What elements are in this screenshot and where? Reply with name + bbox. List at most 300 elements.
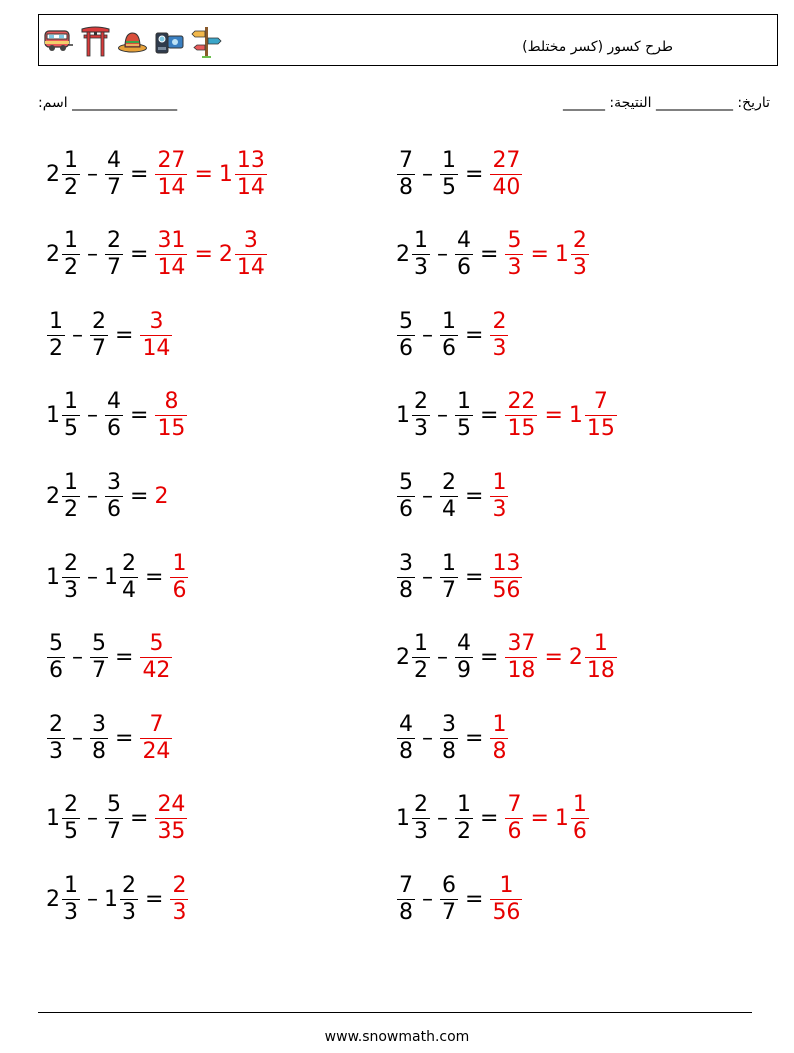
fraction-stack [62,148,80,201]
fraction-stack [440,470,458,523]
numerator: 5 [107,792,121,818]
denominator: 2 [49,335,63,361]
fraction-stack [105,470,123,523]
fraction-stack [490,470,508,523]
fraction-stack [62,389,80,442]
fraction-stack [47,712,65,765]
whole-part: 1 [46,403,60,429]
minus-sign: – [87,403,98,429]
numerator: 1 [492,469,507,495]
mixed-number [219,148,268,201]
numerator: 13 [236,147,265,173]
mixed-number [555,228,590,281]
numerator: 7 [149,711,164,737]
fraction-stack [105,228,123,281]
fraction-stack [505,389,537,442]
fraction-stack [120,551,138,604]
signpost-icon [191,21,222,59]
numerator: 1 [64,469,78,495]
minus-sign: – [422,564,433,590]
mixed-number [396,631,431,684]
denominator: 5 [457,416,471,442]
problem-12 [396,547,523,607]
fraction-stack [90,309,108,362]
fraction [439,148,459,201]
denominator: 3 [172,899,187,925]
fraction-stack [47,631,65,684]
mixed-number [46,551,81,604]
denominator: 40 [492,174,521,200]
numerator: 2 [414,792,428,818]
fraction-stack [505,631,537,684]
denominator: 14 [236,255,265,281]
whole-part: 1 [568,403,583,429]
minus-sign: – [437,645,448,671]
numerator: 4 [457,228,471,254]
fraction-stack [62,551,80,604]
denominator: 14 [142,335,171,361]
denominator: 6 [49,658,63,684]
denominator: 3 [572,255,587,281]
fraction [104,389,124,442]
numerator: 3 [243,228,258,254]
fraction-stack [170,551,188,604]
denominator: 35 [157,819,186,845]
worksheet-title: طرح کسور (کسر مختلط) [522,39,673,55]
fraction-stack [170,873,188,926]
fraction [439,551,459,604]
equals-sign: = [130,806,149,832]
numerator: 1 [49,308,63,334]
fraction-stack [140,631,172,684]
fraction-stack [397,551,415,604]
denominator: 3 [492,335,507,361]
denominator: 14 [236,174,265,200]
minus-sign: – [437,403,448,429]
whole-part: 2 [46,886,60,912]
denominator: 14 [157,255,186,281]
numerator: 2 [107,228,121,254]
whole-part: 1 [396,806,410,832]
fraction-stack [490,309,508,362]
denominator: 8 [442,738,456,764]
fraction [46,631,66,684]
numerator: 2 [414,389,428,415]
numerator: 13 [492,550,521,576]
denominator: 8 [492,738,507,764]
denominator: 15 [507,416,536,442]
numerator: 1 [64,147,78,173]
fraction [489,309,509,362]
numerator: 3 [442,711,456,737]
whole-part: 2 [46,483,60,509]
denominator: 6 [442,335,456,361]
fraction-stack [585,631,617,684]
numerator: 7 [399,147,413,173]
fraction-stack [235,228,267,281]
denominator: 3 [414,255,428,281]
fraction [504,389,538,442]
whole-part: 1 [554,806,569,832]
minus-sign: – [422,725,433,751]
numerator: 8 [164,389,179,415]
fraction-stack [62,873,80,926]
problem-20 [396,869,523,929]
denominator: 3 [49,738,63,764]
numerator: 1 [442,147,456,173]
fraction-stack [412,228,430,281]
equals-sign: = [130,242,149,268]
denominator: 56 [492,577,521,603]
fraction-stack [397,873,415,926]
whole-part: 2 [218,242,233,268]
fraction-stack [105,389,123,442]
denominator: 5 [64,416,78,442]
equals-sign: = [465,483,484,509]
numerator: 6 [442,872,456,898]
equals-sign: = [480,403,499,429]
numerator: 1 [64,872,78,898]
minus-sign: – [72,725,83,751]
fraction [46,309,66,362]
problem-3 [46,225,268,285]
torii-gate-icon [80,21,111,59]
equals-sign: = [115,645,134,671]
equals-sign: = [465,725,484,751]
denominator: 6 [172,577,187,603]
equals-sign: = [130,161,149,187]
numerator: 31 [157,228,186,254]
equals-sign: = [530,806,549,832]
minus-sign: – [87,242,98,268]
numerator: 3 [149,308,164,334]
equals-sign: = [465,564,484,590]
header-icons [43,21,222,59]
fraction [396,551,416,604]
fraction-stack [571,792,589,845]
fraction-stack [90,631,108,684]
fraction-stack [490,712,508,765]
numerator: 7 [593,389,608,415]
numerator: 2 [572,228,587,254]
whole-part: 1 [554,242,569,268]
fraction [396,873,416,926]
fraction-stack [440,551,458,604]
problem-2 [396,144,523,204]
numerator: 1 [499,872,514,898]
mixed-number [46,873,81,926]
equals-sign: = [480,645,499,671]
fraction [489,148,523,201]
numerator: 3 [92,711,106,737]
whole-part: 2 [568,645,583,671]
fraction-stack [397,148,415,201]
denominator: 7 [92,658,106,684]
numerator: 5 [149,631,164,657]
numerator: 1 [64,228,78,254]
problem-13 [46,628,173,688]
denominator: 3 [64,899,78,925]
denominator: 7 [92,335,106,361]
whole-part: 1 [104,564,118,590]
minus-sign: – [422,886,433,912]
fraction [154,389,188,442]
fraction-stack [140,712,172,765]
numerator: 1 [414,228,428,254]
problem-19 [46,869,189,929]
denominator: 6 [107,496,121,522]
fraction [89,712,109,765]
whole-part: 2 [396,242,410,268]
numerator: 5 [507,228,522,254]
fraction-stack [105,792,123,845]
fraction-stack [455,631,473,684]
fraction [139,631,173,684]
denominator: 7 [107,255,121,281]
fraction-stack [412,631,430,684]
numerator: 1 [64,389,78,415]
fraction [104,148,124,201]
fraction-stack [62,470,80,523]
fraction [454,228,474,281]
numerator: 7 [507,792,522,818]
denominator: 15 [157,416,186,442]
fraction-stack [155,792,187,845]
fraction-stack [105,148,123,201]
whole-part: 2 [46,161,60,187]
mixed-number [569,389,618,442]
fraction [504,631,538,684]
numerator: 1 [442,550,456,576]
fraction [104,470,124,523]
denominator: 7 [442,577,456,603]
numerator: 1 [442,308,456,334]
fraction-stack [455,389,473,442]
fraction [439,873,459,926]
fraction [139,309,173,362]
numerator: 4 [107,389,121,415]
fraction-stack [440,712,458,765]
numerator: 4 [457,631,471,657]
fraction [169,551,189,604]
denominator: 18 [507,658,536,684]
fraction [104,228,124,281]
problem-17 [46,789,188,849]
denominator: 14 [157,174,186,200]
mixed-number [104,873,139,926]
numerator: 5 [92,631,106,657]
equals-sign: = [465,322,484,348]
denominator: 15 [586,416,615,442]
denominator: 8 [399,174,413,200]
numerator: 2 [122,550,136,576]
numerator: 1 [572,792,587,818]
name-field: :اسم _______________ [38,95,178,111]
mixed-number [219,228,268,281]
problem-1 [46,144,268,204]
denominator: 7 [107,174,121,200]
fraction-stack [155,228,187,281]
fraction-stack [397,309,415,362]
date-score-field: ______ :تاریخ: ___________ النتيجة [562,95,770,111]
fraction [154,228,188,281]
fraction [489,712,509,765]
denominator: 3 [122,899,136,925]
fraction-stack [585,389,617,442]
caravan-icon [43,21,74,59]
numerator: 1 [172,550,187,576]
equals-sign: = [465,886,484,912]
problem-18 [396,789,590,849]
fraction-stack [155,148,187,201]
equals-sign: = [115,725,134,751]
denominator: 4 [122,577,136,603]
minus-sign: – [422,322,433,348]
numerator: 2 [64,792,78,818]
numerator: 27 [492,147,521,173]
equals-sign: = [115,322,134,348]
denominator: 56 [492,899,521,925]
fraction [46,712,66,765]
numerator: 22 [507,389,536,415]
mixed-number [46,792,81,845]
numerator: 37 [507,631,536,657]
fraction-stack [455,792,473,845]
fraction [454,792,474,845]
equals-sign: = [145,564,164,590]
fraction-stack [155,389,187,442]
equals-sign: = [465,161,484,187]
whole-part: 2 [396,645,410,671]
footer-site: www.snowmath.com [324,1029,470,1045]
numerator: 5 [49,631,63,657]
problem-16 [396,708,509,768]
mixed-number [555,792,590,845]
equals-sign: = [530,242,549,268]
denominator: 2 [64,174,78,200]
numerator: 4 [107,147,121,173]
fraction [489,470,509,523]
fraction [89,631,109,684]
fraction-stack [490,873,522,926]
minus-sign: – [87,564,98,590]
denominator: 3 [414,416,428,442]
fraction [504,792,524,845]
fraction-stack [440,309,458,362]
fraction-stack [571,228,589,281]
minus-sign: – [422,483,433,509]
denominator: 6 [399,335,413,361]
answer-value: 2 [154,483,169,509]
fraction [396,309,416,362]
problem-10 [396,466,509,526]
problem-14 [396,628,618,688]
fraction [396,470,416,523]
fraction-stack [490,148,522,201]
fraction-stack [90,712,108,765]
denominator: 3 [414,819,428,845]
denominator: 2 [414,658,428,684]
problem-8 [396,386,618,446]
fraction [396,148,416,201]
fraction-stack [412,792,430,845]
mixed-number [46,389,81,442]
minus-sign: – [422,161,433,187]
denominator: 8 [399,577,413,603]
denominator: 7 [107,819,121,845]
numerator: 2 [492,308,507,334]
fraction [439,712,459,765]
fraction [439,470,459,523]
denominator: 24 [142,738,171,764]
mixed-number [46,228,81,281]
mixed-number [396,792,431,845]
numerator: 2 [92,308,106,334]
equals-sign: = [130,403,149,429]
denominator: 2 [457,819,471,845]
denominator: 3 [492,496,507,522]
numerator: 2 [172,872,187,898]
equals-sign: = [145,886,164,912]
denominator: 8 [399,899,413,925]
minus-sign: – [72,645,83,671]
equals-sign: = [480,242,499,268]
denominator: 7 [442,899,456,925]
denominator: 6 [399,496,413,522]
fraction-stack [47,309,65,362]
denominator: 9 [457,658,471,684]
numerator: 1 [492,711,507,737]
denominator: 3 [64,577,78,603]
numerator: 2 [49,711,63,737]
mixed-number [104,551,139,604]
minus-sign: – [437,242,448,268]
denominator: 42 [142,658,171,684]
problem-9 [46,466,168,526]
worksheet-header [38,14,778,66]
fraction-stack [62,792,80,845]
numerator: 2 [64,550,78,576]
fraction [439,309,459,362]
problem-15 [46,708,173,768]
equals-sign: = [194,242,213,268]
numerator: 3 [107,469,121,495]
fraction [489,873,523,926]
whole-part: 1 [396,403,410,429]
numerator: 1 [457,389,471,415]
mixed-number [569,631,618,684]
numerator: 3 [399,550,413,576]
problem-11 [46,547,189,607]
fraction [89,309,109,362]
fraction-stack [505,228,523,281]
whole-part: 1 [46,564,60,590]
fraction-stack [397,470,415,523]
numerator: 2 [442,469,456,495]
denominator: 6 [107,416,121,442]
denominator: 3 [507,255,522,281]
equals-sign: = [544,403,563,429]
minus-sign: – [87,886,98,912]
problem-4 [396,225,590,285]
equals-sign: = [194,161,213,187]
mixed-number [396,228,431,281]
fraction [139,712,173,765]
denominator: 5 [442,174,456,200]
denominator: 6 [457,255,471,281]
denominator: 5 [64,819,78,845]
fraction [504,228,524,281]
